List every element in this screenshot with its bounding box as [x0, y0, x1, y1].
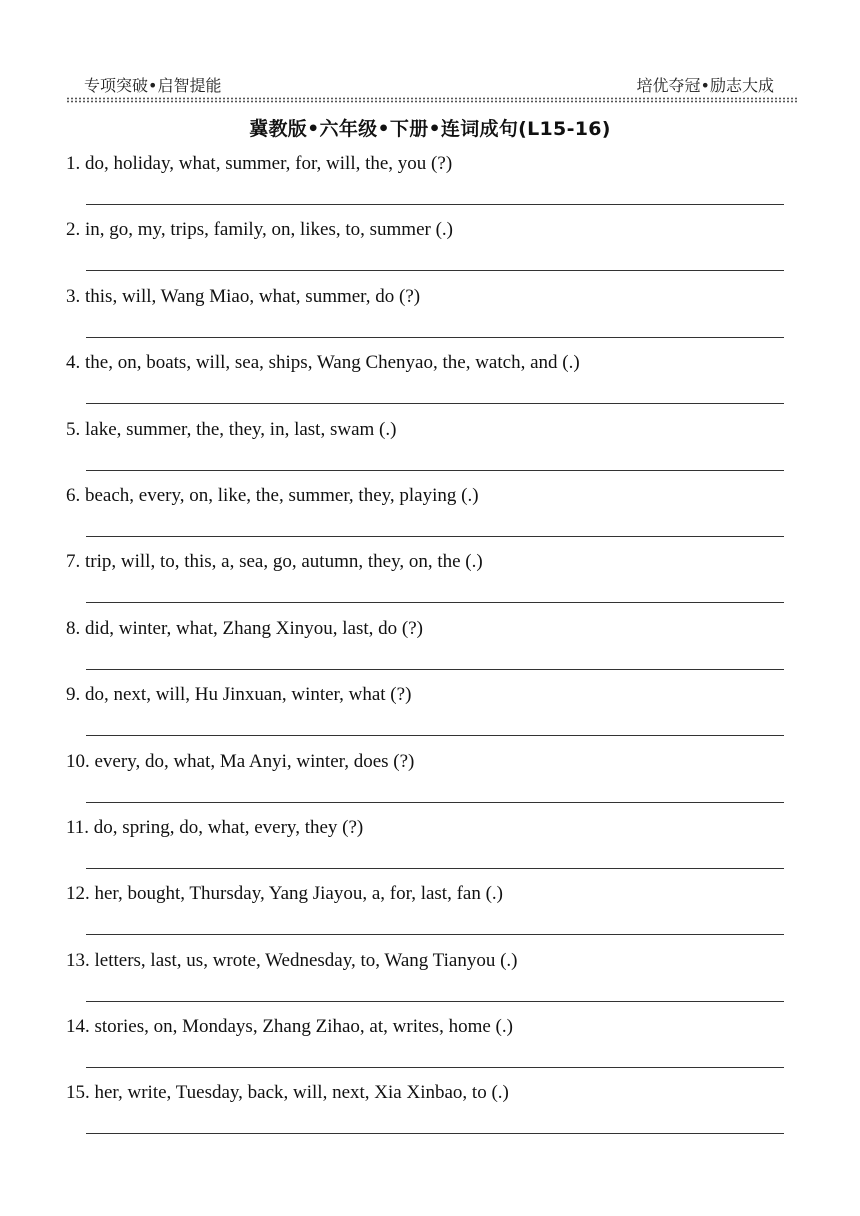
question-item	[0, 613, 860, 679]
question-item	[0, 214, 860, 280]
question-prompt: 7. trip, will, to, this, a, sea, go, autumn, they, on, the (.)	[66, 551, 483, 573]
answer-line[interactable]	[86, 204, 784, 205]
answer-line[interactable]	[86, 735, 784, 736]
answer-line[interactable]	[86, 536, 784, 537]
question-prompt: 9. do, next, will, Hu Jinxuan, winter, what (?)	[66, 684, 412, 706]
answer-line[interactable]	[86, 602, 784, 603]
answer-line[interactable]	[86, 868, 784, 869]
question-item	[0, 281, 860, 347]
answer-line[interactable]	[86, 403, 784, 404]
question-item	[0, 1077, 860, 1143]
answer-line[interactable]	[86, 934, 784, 935]
question-item	[0, 945, 860, 1011]
question-prompt: 14. stories, on, Mondays, Zhang Zihao, at, writes, home (.)	[66, 1016, 513, 1038]
answer-line[interactable]	[86, 1001, 784, 1002]
question-item	[0, 347, 860, 413]
question-item	[0, 878, 860, 944]
worksheet-title: 冀教版•六年级•下册•连词成句(L15-16)	[249, 118, 611, 140]
question-item	[0, 812, 860, 878]
question-prompt: 12. her, bought, Thursday, Yang Jiayou, a, for, last, fan (.)	[66, 883, 503, 905]
question-item	[0, 1011, 860, 1077]
question-prompt: 8. did, winter, what, Zhang Xinyou, last, do (?)	[66, 617, 424, 639]
answer-line[interactable]	[86, 1133, 784, 1134]
question-prompt: 2. in, go, my, trips, family, on, likes, to, summer (.)	[66, 219, 453, 241]
answer-line[interactable]	[86, 470, 784, 471]
header-left-slogan: 专项突破•启智提能	[84, 76, 222, 95]
header-right-slogan: 培优夺冠•励志大成	[636, 76, 774, 95]
question-item	[0, 746, 860, 812]
question-prompt: 3. this, will, Wang Miao, what, summer, do (?)	[66, 285, 421, 307]
question-prompt: 13. letters, last, us, wrote, Wednesday, to, Wang Tianyou (.)	[66, 949, 518, 971]
question-item	[0, 414, 860, 480]
answer-line[interactable]	[86, 270, 784, 271]
question-prompt: 10. every, do, what, Ma Anyi, winter, does (?)	[66, 750, 415, 772]
question-prompt: 1. do, holiday, what, summer, for, will, the, you (?)	[66, 153, 453, 174]
question-prompt: 6. beach, every, on, like, the, summer, they, playing (.)	[66, 484, 479, 506]
answer-line[interactable]	[86, 802, 784, 803]
question-prompt: 4. the, on, boats, will, sea, ships, Wang Chenyao, the, watch, and (.)	[66, 352, 580, 374]
header-dotted-divider	[66, 97, 798, 103]
question-list	[0, 148, 860, 1144]
question-item	[0, 546, 860, 612]
answer-line[interactable]	[86, 337, 784, 338]
answer-line[interactable]	[86, 1067, 784, 1068]
question-item	[0, 679, 860, 745]
question-prompt: 15. her, write, Tuesday, back, will, next, Xia Xinbao, to (.)	[66, 1082, 509, 1104]
question-item	[0, 148, 860, 214]
question-prompt: 5. lake, summer, the, they, in, last, swam (.)	[66, 418, 397, 440]
question-prompt: 11. do, spring, do, what, every, they (?)	[66, 816, 364, 838]
answer-line[interactable]	[86, 669, 784, 670]
question-item	[0, 480, 860, 546]
